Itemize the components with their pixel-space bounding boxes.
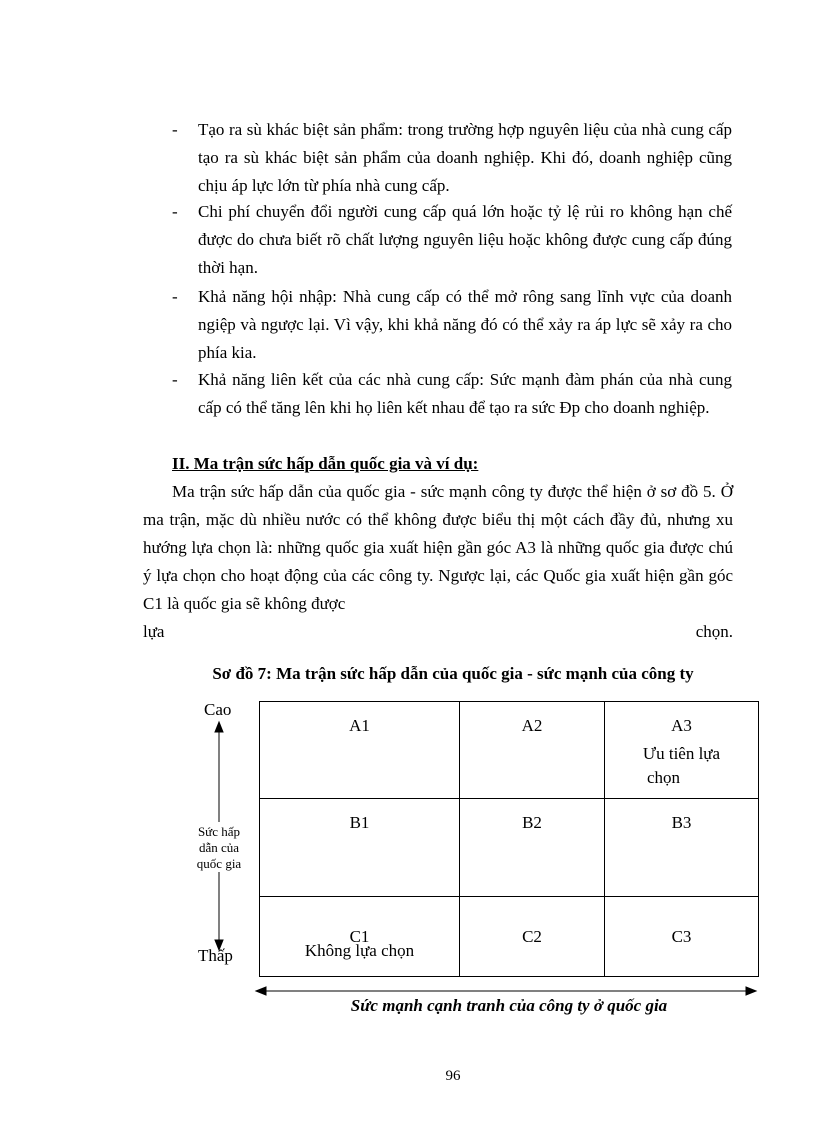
cell-code: B1 <box>349 813 370 832</box>
matrix-cell-c3 <box>605 897 758 976</box>
cell-note <box>605 742 758 790</box>
matrix-cell-b2 <box>460 799 605 897</box>
page-number: 96 <box>445 1068 461 1084</box>
cell-code: B3 <box>671 813 692 832</box>
cell-code: A1 <box>349 716 370 735</box>
cell-note-line: chọn <box>646 768 681 787</box>
matrix-cell-b3 <box>605 799 758 897</box>
cell-code: C2 <box>522 927 542 946</box>
y-axis-top-label: Cao <box>204 700 232 719</box>
matrix-cell-a3 <box>605 702 758 799</box>
x-axis-arrow <box>256 987 756 995</box>
cell-code: B2 <box>522 813 542 832</box>
bullet-text: Chi phí chuyển đổi người cung cấp quá lớn hoặc tỷ lệ rủi ro không hạn chế được do chưa biết rõ chất lượng nguyên liệu hoặc không được cung cấp đúng thời hạn. <box>198 202 732 277</box>
cell-code: C1 <box>349 927 370 946</box>
cell-code: A3 <box>671 716 692 735</box>
bullet-text: Tạo ra sù khác biệt sản phẩm: trong trường hợp nguyên liệu của nhà cung cấp tạo ra sù khác biệt sản phẩm của doanh nghiệp. Khi đó, doanh nghiệp cũng chịu áp lực lớn từ phía nhà cung cấp. <box>198 120 732 195</box>
y-axis-label-line: Sức hấp <box>197 824 241 839</box>
figure-title: Sơ đồ 7: Ma trận sức hấp dẫn của quốc gia - sức mạnh của công ty <box>212 664 694 683</box>
cell-note: Không lựa chọn <box>304 941 415 960</box>
cell-code: A2 <box>521 716 543 735</box>
bullet-dash: - <box>172 120 178 139</box>
bullet-dash: - <box>172 287 178 306</box>
y-axis-label-line: dẫn của <box>198 840 240 855</box>
matrix-cell-a1 <box>260 702 460 799</box>
paragraph-last-left: lựa <box>143 622 165 641</box>
bullet-text: Khả năng liên kết của các nhà cung cấp: Sức mạnh đàm phán của nhà cung cấp có thể tăng lên khi họ liên kết nhau để tạo ra sức Ðp cho doanh nghiệp. <box>198 370 732 417</box>
bullet-dash: - <box>172 370 178 389</box>
attractiveness-matrix <box>259 701 759 977</box>
bullet-text: Khả năng hội nhập: Nhà cung cấp có thể mở rông sang lĩnh vực của doanh ngiệp và ngược lại. Vì vậy, khi khả năng đó có thể xảy ra áp lực sẽ xảy ra cho phía kia. <box>198 287 732 362</box>
x-axis-label: Sức mạnh cạnh tranh của công ty ở quốc gia <box>350 996 668 1015</box>
cell-code: C3 <box>671 927 692 946</box>
paragraph-body: Ma trận sức hấp dẫn của quốc gia - sức mạnh công ty được thể hiện ở sơ đồ 5. Ở ma trận, mặc dù nhiều nước có thể không được biểu thị một cách đầy đủ, nhưng xu hướng lựa chọn là: những quốc gia xuất hiện gần góc A3 là những quốc gia được chú ý lựa chọn cho hoạt động của các công ty. Ngược lại, các Quốc gia xuất hiện gần góc C1 là quốc gia sẽ không được <box>143 482 733 613</box>
y-axis-label-line: quốc gia <box>196 856 242 871</box>
cell-note-line: Ưu tiên lựa <box>642 744 721 763</box>
section-heading: II. Ma trận sức hấp dẫn quốc gia và ví dụ: <box>172 454 479 473</box>
matrix-cell-c2 <box>460 897 605 976</box>
matrix-cell-c1 <box>260 897 460 976</box>
paragraph-last-right: chọn. <box>695 622 733 641</box>
y-axis-bottom-label: Thấp <box>198 946 233 965</box>
bullet-dash: - <box>172 202 178 221</box>
matrix-cell-b1 <box>260 799 460 897</box>
y-axis-label <box>186 824 252 872</box>
matrix-cell-a2 <box>460 702 605 799</box>
